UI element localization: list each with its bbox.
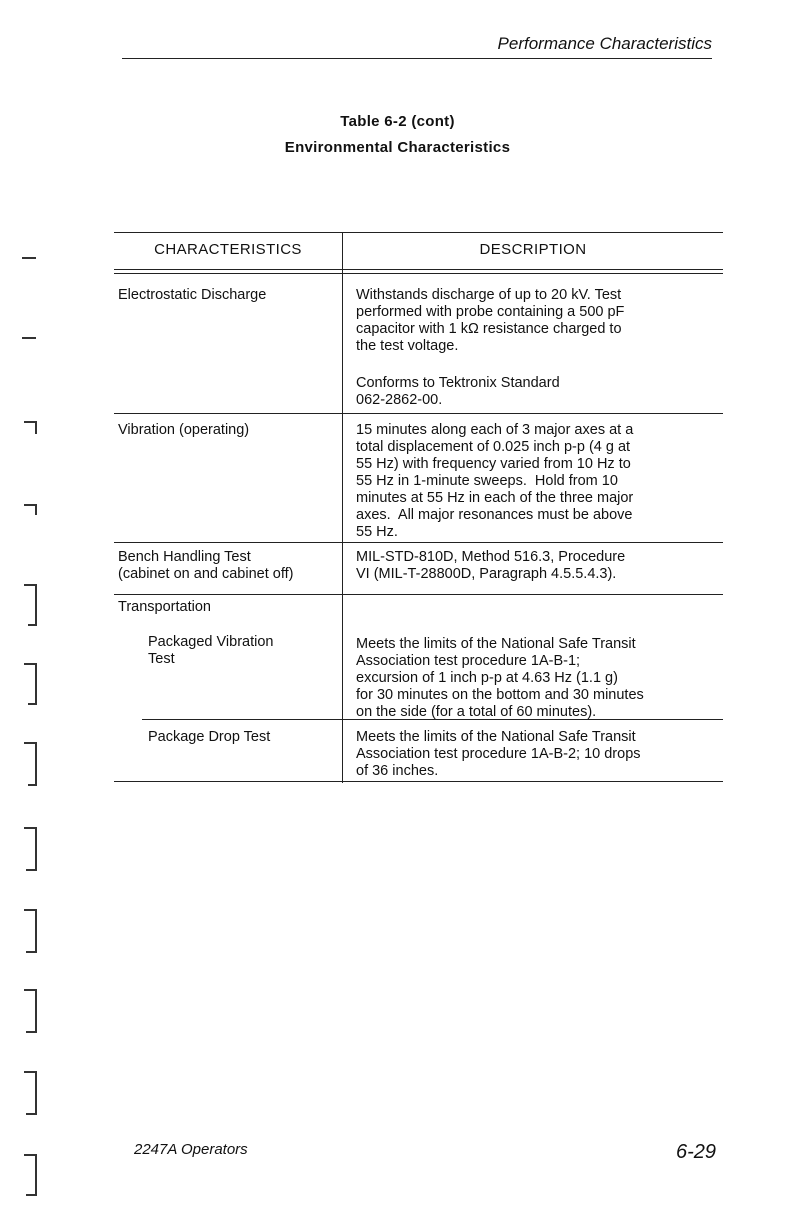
table-bottom-rule — [114, 781, 723, 782]
row-rule — [114, 594, 723, 595]
description-packaged-vibration: Meets the limits of the National Safe Transit Association test procedure 1A-B-1; excursion of 1 inch p-p at 4.63 Hz (1.1 g) for 30 minutes on the bottom and 30 minutes on the side (for a total of 60 minutes). — [356, 636, 644, 720]
column-header-characteristics: CHARACTERISTICS — [154, 241, 302, 258]
row-rule — [114, 542, 723, 543]
description-vibration: 15 minutes along each of 3 major axes at a total displacement of 0.025 inch p-p (4 g at 55 Hz) with frequency varied from 10 Hz to 55 Hz in 1-minute sweeps. Hold from 10 minutes at 55 Hz in each of the three major axes. All major resonances must be above 55 Hz. — [356, 422, 634, 540]
characteristic-electrostatic: Electrostatic Discharge — [118, 287, 267, 303]
table-top-rule — [114, 232, 723, 233]
header-double-rule-bottom — [114, 273, 723, 274]
running-header-title: Performance Characteristics — [497, 34, 712, 53]
column-divider — [342, 232, 343, 783]
description-electrostatic-standard: Conforms to Tektronix Standard 062-2862-00. — [356, 375, 560, 408]
table-number-title: Table 6-2 (cont) — [340, 113, 455, 130]
characteristic-bench-handling: Bench Handling Test (cabinet on and cabinet off) — [118, 549, 294, 582]
description-bench-handling: MIL-STD-810D, Method 516.3, Procedure VI (MIL-T-28800D, Paragraph 4.5.5.4.3). — [356, 549, 626, 582]
description-package-drop: Meets the limits of the National Safe Transit Association test procedure 1A-B-2; 10 drops of 36 inches. — [356, 729, 641, 779]
header-double-rule-top — [114, 269, 723, 270]
binding-margin-marks — [0, 0, 40, 1224]
row-rule — [142, 719, 723, 720]
environmental-characteristics-table — [114, 232, 723, 783]
characteristic-transportation: Transportation — [118, 599, 211, 615]
footer-page-number: 6-29 — [675, 1141, 716, 1163]
footer-manual-name: 2247A Operators — [134, 1141, 248, 1158]
description-electrostatic: Withstands discharge of up to 20 kV. Test performed with probe containing a 500 pF capacitor with 1 kΩ resistance charged to the test voltage. — [356, 287, 625, 354]
table-subtitle: Environmental Characteristics — [284, 139, 511, 156]
characteristic-packaged-vibration: Packaged Vibration Test — [148, 634, 274, 667]
header-rule — [122, 58, 712, 59]
row-rule — [114, 413, 723, 414]
characteristic-package-drop: Package Drop Test — [148, 729, 271, 745]
column-header-description: DESCRIPTION — [479, 241, 587, 258]
characteristic-vibration: Vibration (operating) — [118, 422, 250, 438]
